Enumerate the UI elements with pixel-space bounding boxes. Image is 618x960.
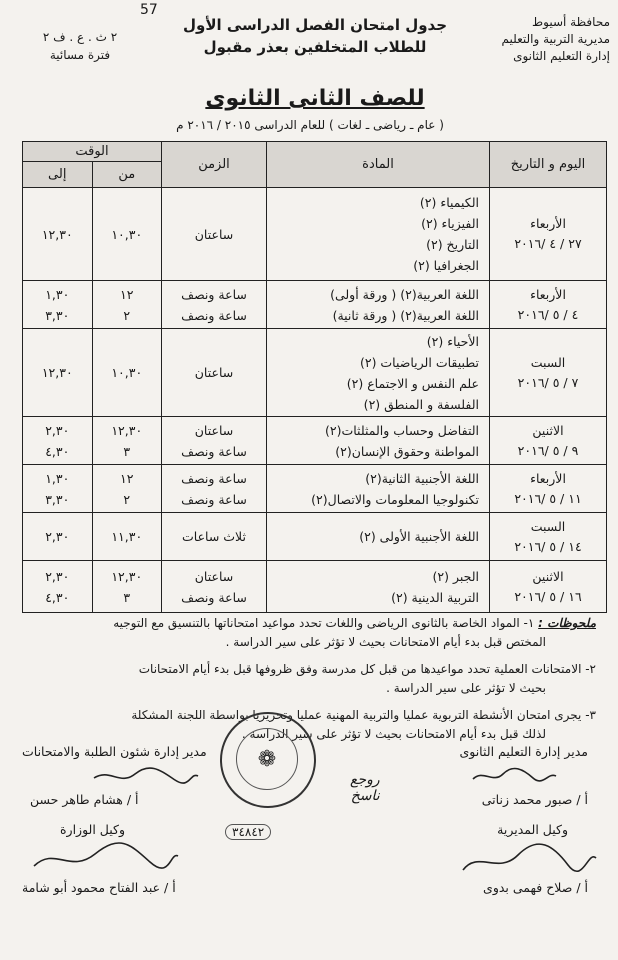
stamp-number: ٣٤٨٤٢ [225, 824, 271, 840]
from-cell [92, 513, 162, 561]
to-time: ٤,٣٠ [45, 443, 70, 459]
to-time: ٣,٣٠ [45, 491, 70, 507]
to-time: ٣,٣٠ [45, 307, 70, 323]
day-cell [490, 188, 607, 281]
page-number: 57 [140, 2, 158, 18]
notes-title: ملحوظات : [538, 616, 596, 630]
weekday: الأربعاء [530, 286, 566, 302]
from-time: ١٠,٣٠ [111, 226, 143, 242]
left-signature-2-scribble [30, 840, 180, 878]
exam-schedule-table [22, 141, 607, 613]
left-signatory-title-2: وكيل الوزارة [60, 822, 126, 837]
date: ٢٧ / ٤ /٢٠١٦ [514, 236, 582, 251]
duration: ساعتان [194, 568, 234, 584]
note-1-line-2: المختص قبل بدء أيام الامتحانات بحيث لا تؤثر على سير الدراسة . [225, 635, 546, 649]
right-signature-scribble [468, 764, 558, 786]
subject-cell [267, 561, 490, 613]
date: ٧ / ٥ /٢٠١٦ [517, 374, 579, 390]
duration-cell [162, 465, 267, 513]
day-cell [490, 329, 607, 417]
subject: الكيمياء (٢) [419, 195, 479, 210]
weekday: الاثنين [532, 422, 564, 438]
duration: ساعة ونصف [181, 286, 247, 302]
subject: الأحياء (٢) [426, 333, 479, 349]
duration-cell [162, 513, 267, 561]
right-signatory-title: مدير إدارة التعليم الثانوى [459, 744, 588, 759]
from-cell [92, 329, 162, 417]
to-cell [23, 465, 93, 513]
weekday: السبت [530, 354, 566, 370]
header-to: إلى [23, 162, 93, 188]
duration: ساعة ونصف [181, 589, 247, 605]
left-signatory-title: مدير إدارة شئون الطلبة والامتحانات [22, 744, 207, 759]
table-row [23, 561, 607, 613]
from-time: ٣ [123, 443, 131, 459]
to-time: ١٢,٣٠ [41, 226, 73, 242]
duration-cell [162, 417, 267, 465]
to-cell [23, 329, 93, 417]
subject: المواطنة وحقوق الإنسان(٢) [335, 443, 479, 459]
weekday: الاثنين [532, 568, 564, 584]
header-day: اليوم و التاريخ [490, 142, 607, 188]
to-time: ٤,٣٠ [45, 589, 70, 605]
subject-cell [267, 465, 490, 513]
date: ١٦ / ٥ /٢٠١٦ [514, 588, 582, 604]
directorate-label: مديرية التربية والتعليم [501, 32, 610, 46]
duration: ساعة ونصف [181, 443, 247, 459]
subject: اللغة العربية(٢) ( ورقة أولى) [330, 286, 479, 302]
subject-cell [267, 188, 490, 281]
to-time: ٢,٣٠ [45, 422, 70, 438]
from-cell [92, 188, 162, 281]
subject: اللغة الأجنبية الثانية(٢) [365, 470, 479, 486]
to-cell [23, 188, 93, 281]
from-time: ١٢,٣٠ [111, 422, 143, 438]
left-signatory-name: أ / هشام طاهر حسن [30, 792, 139, 807]
right-signatory-name-2: أ / صلاح فهمى بدوى [483, 880, 588, 895]
table-row [23, 465, 607, 513]
subject: التفاضل وحساب والمثلثات(٢) [325, 422, 479, 438]
notes-section [11, 614, 596, 744]
duration: ساعة ونصف [181, 307, 247, 323]
left-signature-scribble [90, 764, 200, 788]
table-header-row [23, 142, 607, 162]
period-label: فترة مسائية [49, 48, 111, 62]
note-2-line-1: ٢- الامتحانات العملية تحدد مواعيدها من قبل كل مدرسة وفق ظروفها قبل بدء أيام الامتحانات [138, 662, 596, 676]
grade-title: للصف الثانى الثانوى [205, 86, 425, 111]
from-time: ١١,٣٠ [111, 529, 143, 544]
subject: تطبيقات الرياضيات (٢) [359, 354, 479, 370]
day-cell [490, 281, 607, 329]
weekday: السبت [530, 518, 566, 534]
day-cell [490, 465, 607, 513]
eagle-emblem-icon: ❁ [236, 728, 298, 790]
review-note [350, 772, 380, 804]
official-seal [220, 712, 316, 808]
duration: ساعتان [194, 226, 234, 242]
to-time: ٢,٣٠ [45, 529, 70, 544]
from-time: ٢ [123, 307, 131, 323]
header-from: من [92, 162, 162, 188]
from-time: ١٢,٣٠ [111, 568, 143, 584]
weekday: الأربعاء [530, 470, 566, 486]
from-cell [92, 561, 162, 613]
day-cell [490, 561, 607, 613]
header-duration: الزمن [162, 142, 267, 188]
table-row [23, 281, 607, 329]
to-cell [23, 417, 93, 465]
form-code-block [30, 28, 130, 64]
note-1-line-1: ١- المواد الخاصة بالثانوى الرياضى واللغات تحدد مواعيد امتحاناتها بالتنسيق مع التوجيه [113, 616, 535, 630]
to-time: ١,٣٠ [45, 470, 70, 486]
right-signatory-name: أ / صبور محمد زناتى [481, 792, 588, 807]
duration-cell [162, 281, 267, 329]
subject: التاريخ (٢) [426, 237, 479, 252]
subject: الجغرافيا (٢) [413, 258, 479, 273]
subject: علم النفس و الاجتماع (٢) [346, 375, 479, 391]
duration: ساعة ونصف [181, 470, 247, 486]
note-3-line-1: ٣- يجرى امتحان الأنشطة التربوية عمليا والتربية المهنية عمليا وتحريريا بواسطة اللجنة المشكلة [131, 708, 596, 722]
duration: ساعتان [194, 422, 234, 438]
right-signatory-title-2: وكيل المديرية [497, 822, 568, 837]
note-3-line-2: لذلك قبل بدء أيام الامتحانات بحيث لا تؤثر على سير الدراسة . [241, 727, 546, 741]
table-row [23, 417, 607, 465]
duration-cell [162, 561, 267, 613]
table-row [23, 513, 607, 561]
to-time: ١٢,٣٠ [41, 365, 73, 380]
note-1 [11, 614, 596, 633]
table-row [23, 188, 607, 281]
subject: التربية الدينية (٢) [391, 589, 479, 605]
day-cell [490, 513, 607, 561]
right-signature-2-scribble [458, 840, 598, 880]
from-cell [92, 465, 162, 513]
title-line-2: للطلاب المتخلفين بعذر مقبول [203, 38, 427, 56]
subject: اللغة العربية(٢) ( ورقة ثانية) [332, 307, 479, 323]
date: ٩ / ٥ /٢٠١٦ [517, 442, 579, 458]
subject-cell [267, 281, 490, 329]
duration: ثلاث ساعات [182, 529, 246, 544]
from-time: ١٢ [120, 286, 134, 302]
from-time: ٣ [123, 589, 131, 605]
subject: الجبر (٢) [432, 568, 479, 584]
date: ٤ / ٥ /٢٠١٦ [517, 306, 579, 322]
duration-cell [162, 329, 267, 417]
review-note-1: روجع [350, 772, 380, 788]
to-time: ٢,٣٠ [45, 568, 70, 584]
to-cell [23, 281, 93, 329]
header-subject: المادة [267, 142, 490, 188]
duration-cell [162, 188, 267, 281]
date: ١١ / ٥ /٢٠١٦ [514, 490, 582, 506]
duration: ساعتان [194, 365, 234, 380]
subject-cell [267, 417, 490, 465]
to-cell [23, 513, 93, 561]
subject: الفلسفة و المنطق (٢) [363, 396, 479, 412]
subject-cell [267, 329, 490, 417]
document-title [170, 14, 460, 58]
subject: تكنولوجيا المعلومات والاتصال(٢) [311, 491, 479, 507]
document-subtitle: ( عام ـ رياضى ـ لغات ) للعام الدراسى ٢٠١٥ / ٢٠١٦ م [176, 118, 444, 132]
issuing-authority [460, 14, 610, 65]
header-time: الوقت [23, 142, 162, 162]
review-note-2: ناسخ [350, 788, 380, 804]
from-time: ٢ [123, 491, 131, 507]
from-cell [92, 281, 162, 329]
to-time: ١,٣٠ [45, 286, 70, 302]
date: ١٤ / ٥ /٢٠١٦ [514, 538, 582, 554]
duration: ساعة ونصف [181, 491, 247, 507]
table-row [23, 329, 607, 417]
left-signatory-name-2: أ / عبد الفتاح محمود أبو شامة [22, 880, 176, 895]
from-time: ١٢ [120, 470, 134, 486]
to-cell [23, 561, 93, 613]
form-code: ٢ ث . ع . ف ٢ [42, 30, 118, 44]
governorate-label: محافظة أسيوط [532, 15, 610, 29]
weekday: الأربعاء [530, 216, 566, 231]
subject-cell [267, 513, 490, 561]
from-time: ١٠,٣٠ [111, 365, 143, 380]
title-line-1: جدول امتحان الفصل الدراسى الأول [182, 16, 448, 34]
administration-label: إدارة التعليم الثانوى [513, 49, 610, 63]
subject: اللغة الأجنبية الأولى (٢) [359, 529, 479, 544]
day-cell [490, 417, 607, 465]
from-cell [92, 417, 162, 465]
note-2-line-2: بحيث لا تؤثر على سير الدراسة . [386, 681, 546, 695]
subject: الفيزياء (٢) [421, 216, 479, 231]
